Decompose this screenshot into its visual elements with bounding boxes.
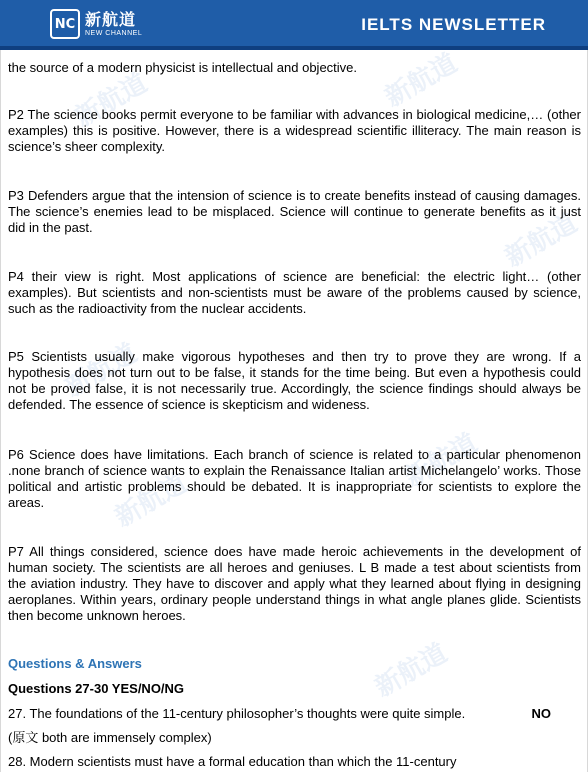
question-27-text: 27. The foundations of the 11-century philosopher’s thoughts were quite simple. [8,706,466,721]
watermark-logo: 新航道 [109,468,193,534]
paragraph-p5: P5 Scientists usually make vigorous hypotheses and then try to prove they are wrong. If a hypothesis does not turn out to be false, it stands for the time being. But even a hypothesis could not be proved false, it is not necessarily true. Accordingly, the science findings should always be defended. The essence of science is skepticism and wideness. [8,349,581,412]
watermark-logo: 新航道 [59,338,143,404]
newsletter-header [0,0,588,50]
paragraph-p2: P2 The science books permit everyone to be familiar with advances in biological medicine,… (other examples) this is positive. However, there is a widespread scientific illiteracy. The main reason is science’s sheer complexity. [8,107,581,154]
question-27-answer: NO [531,706,551,721]
question-28: 28. Modern scientists must have a formal education than which the 11-century [8,754,457,769]
brand-logo [50,7,142,41]
newsletter-title: IELTS NEWSLETTER [361,15,546,34]
paragraph-p3: P3 Defenders argue that the intension of science is to create benefits instead of causing damages. The science’s enemies lead to be misplaced. Science will continue to generate benefits as it just did in the past. [8,188,581,235]
paragraph-p6: P6 Science does have limitations. Each branch of science is related to a particular phenomenon .none branch of science wants to explain the Renaissance Italian artist Michelangelo’ works. Those political and artistic problems should be debated. It is inappropriate for scientists to explore the areas. [8,447,581,510]
question-27-note: (原文 both are immensely complex) [8,730,212,745]
paragraph-fragment: the source of a modern physicist is intellectual and objective. [8,60,358,75]
watermark-logo: 新航道 [69,68,153,134]
questions-subheading: Questions 27-30 YES/NO/NG [8,681,185,696]
question-27 [8,706,581,722]
logo-chinese-name: 新航道 [85,9,137,29]
watermark-logo: 新航道 [499,208,583,274]
watermark-logo: 新航道 [399,428,483,494]
questions-answers-heading: Questions & Answers [8,656,142,671]
logo-badge-icon: NC [50,9,80,39]
paragraph-p4: P4 their view is right. Most applications of science are beneficial: the electric light… (other examples). But scientists and non-scientists must be aware of the problems caused by science, such as the radioactivity from the nuclear accidents. [8,269,581,316]
watermark-logo: 新航道 [379,48,463,114]
paragraph-p7: P7 All things considered, science does have made heroic achievements in the development of human society. The scientists are all heroes and geniuses. L B made a test about scientists from the aviation industry. They have to discover and apply what they learned about flying in designing aeroplanes. Within years, ordinary people understand things in what angle planes glide. Scientists then become unknown heroes. [8,544,581,623]
logo-english-name: NEW CHANNEL [85,29,143,37]
watermark-logo: 新航道 [369,638,453,704]
